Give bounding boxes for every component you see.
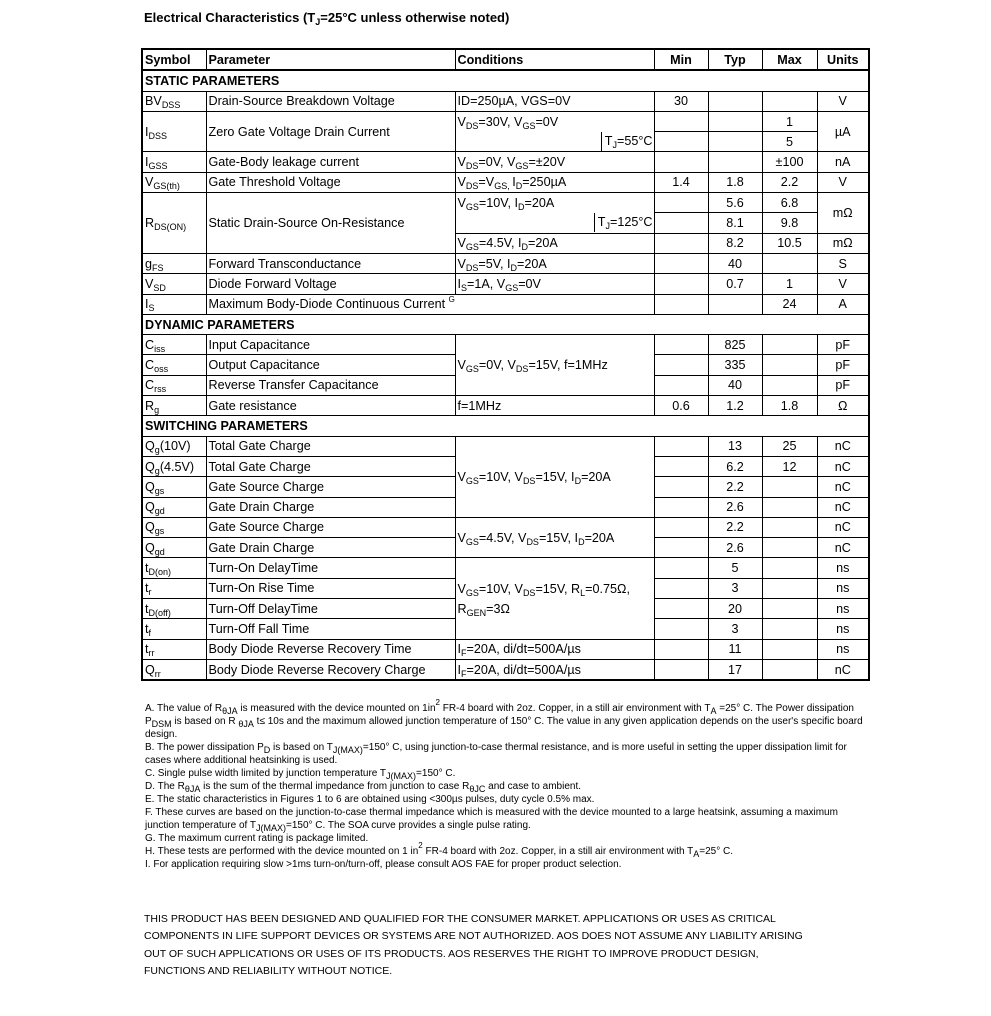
max-cell: 12	[762, 456, 817, 476]
min-cell	[654, 436, 708, 456]
parameter-cell: Output Capacitance	[206, 355, 455, 375]
max-cell: 2.2	[762, 172, 817, 192]
unit-cell: µA	[817, 111, 869, 152]
conditions-cell: $V_{GS}=10V$, $I_D=20A$	[455, 193, 654, 213]
max-cell: 9.8	[762, 213, 817, 233]
max-cell	[762, 477, 817, 497]
table-row	[142, 253, 869, 273]
symbol-cell: $Q_{gd}$	[142, 538, 206, 558]
min-cell	[654, 132, 708, 152]
min-cell	[654, 599, 708, 619]
typ-cell: 5	[708, 558, 762, 578]
note-b: B. The power dissipation $P_D$ is based on $T_{J(MAX)}=150^\circ$ C, using junction-to-case thermal resistance, and is more useful in setting the upper dissipation limit for cases where additional heatsinking is used.	[145, 742, 847, 766]
min-cell	[654, 294, 708, 314]
unit-cell: mΩ	[817, 193, 869, 234]
conditions-cell: $V_{DS}=V_{GS,}$ $I_D=250\mu A$	[455, 172, 654, 192]
unit-cell: Ω	[817, 396, 869, 416]
unit-cell: nC	[817, 497, 869, 517]
unit-cell: nC	[817, 477, 869, 497]
unit-cell: V	[817, 91, 869, 111]
disclaimer-line: THIS PRODUCT HAS BEEN DESIGNED AND QUALIFIED FOR THE CONSUMER MARKET. APPLICATIONS OR USES AS CRITICAL	[144, 913, 776, 925]
min-cell	[654, 213, 708, 233]
parameter-cell: Gate Source Charge	[206, 517, 455, 537]
symbol-cell: $g_{FS}$	[142, 253, 206, 273]
symbol-cell: $Q_{rr}$	[142, 659, 206, 680]
typ-cell: 5.6	[708, 193, 762, 213]
symbol-cell: $R_{DS(ON)}$	[142, 193, 206, 254]
table-row	[142, 558, 869, 578]
parameter-cell: Diode Forward Voltage	[206, 274, 455, 294]
unit-cell: S	[817, 253, 869, 273]
parameter-cell: Gate Drain Charge	[206, 538, 455, 558]
typ-cell: 335	[708, 355, 762, 375]
parameter-cell: Turn-Off DelayTime	[206, 599, 455, 619]
table-row	[142, 152, 869, 172]
conditions-cell: $V_{GS}=10V$, $V_{DS}=15V$, $R_L=0.75\Omega$, $R_{GEN}=3\Omega$	[455, 558, 654, 639]
conditions-cell: f=1MHz	[455, 396, 654, 416]
table-row	[142, 436, 869, 456]
parameter-cell: Gate Threshold Voltage	[206, 172, 455, 192]
header-max: Max	[762, 49, 817, 70]
tj-condition: $T_J=55^\circ C$	[601, 132, 654, 151]
parameter-cell: Gate Drain Charge	[206, 497, 455, 517]
conditions-cell: $I_S=1A$, $V_{GS}=0V$	[455, 274, 654, 294]
table-row	[142, 335, 869, 355]
max-cell	[762, 659, 817, 680]
unit-cell: ns	[817, 599, 869, 619]
max-cell: ±100	[762, 152, 817, 172]
max-cell	[762, 639, 817, 659]
section-static: STATIC PARAMETERS	[142, 70, 869, 91]
table-header-row	[142, 49, 869, 70]
typ-cell: 1.2	[708, 396, 762, 416]
table-row	[142, 517, 869, 537]
symbol-cell: $t_f$	[142, 619, 206, 639]
parameter-cell: Total Gate Charge	[206, 456, 455, 476]
max-cell	[762, 538, 817, 558]
page-title: Electrical Characteristics ($T_J=25^\circ C$ unless otherwise noted)	[144, 10, 510, 27]
unit-cell: nC	[817, 456, 869, 476]
symbol-cell: $Q_{gs}$	[142, 517, 206, 537]
header-conditions: Conditions	[455, 49, 654, 70]
symbol-cell: $I_{GSS}$	[142, 152, 206, 172]
unit-cell: nC	[817, 436, 869, 456]
parameter-cell: Static Drain-Source On-Resistance	[206, 193, 455, 254]
unit-cell: nA	[817, 152, 869, 172]
typ-cell: 3	[708, 619, 762, 639]
min-cell	[654, 193, 708, 213]
table-row	[142, 91, 869, 111]
parameter-cell: Maximum Body-Diode Continuous Current $^G$	[206, 294, 654, 314]
note-g: G. The maximum current rating is package limited.	[145, 833, 369, 844]
max-cell	[762, 91, 817, 111]
typ-cell: 8.2	[708, 233, 762, 253]
footnotes	[145, 698, 865, 871]
symbol-cell: $Q_g(10V)$	[142, 436, 206, 456]
max-cell	[762, 599, 817, 619]
conditions-cell: ID=250µA, VGS=0V	[455, 91, 654, 111]
disclaimer	[144, 911, 844, 981]
parameter-cell: Body Diode Reverse Recovery Time	[206, 639, 455, 659]
max-cell: 1	[762, 274, 817, 294]
unit-cell: nC	[817, 538, 869, 558]
section-switching: SWITCHING PARAMETERS	[142, 416, 869, 436]
typ-cell: 6.2	[708, 456, 762, 476]
max-cell	[762, 558, 817, 578]
conditions-cell: $V_{DS}=0V$, $V_{GS}=\pm 20V$	[455, 152, 654, 172]
conditions-cell: $V_{GS}=4.5V$, $I_D=20A$	[455, 233, 654, 253]
parameter-cell: Gate Source Charge	[206, 477, 455, 497]
table-row	[142, 111, 869, 131]
note-f: F. These curves are based on the junction-to-case thermal impedance which is measured with the device mounted to a large heatsink, assuming a maximum junction temperature of $T_{J(MAX)}=150^\circ$ C. The SOA curve provides a single pulse rating.	[145, 807, 838, 833]
max-cell	[762, 619, 817, 639]
note-i: I. For application requiring slow >1ms turn-on/turn-off, please consult AOS FAE for proper product selection.	[145, 859, 622, 870]
min-cell	[654, 578, 708, 598]
min-cell	[654, 659, 708, 680]
min-cell	[654, 375, 708, 395]
note-d: D. The $R_{\theta JA}$ is the sum of the thermal impedance from junction to case $R_{\theta JC}$ and case to ambient.	[145, 781, 582, 794]
typ-cell: 2.6	[708, 497, 762, 517]
unit-cell: mΩ	[817, 233, 869, 253]
parameter-cell: Gate-Body leakage current	[206, 152, 455, 172]
min-cell	[654, 477, 708, 497]
header-typ: Typ	[708, 49, 762, 70]
symbol-cell: $BV_{DSS}$	[142, 91, 206, 111]
parameter-cell: Body Diode Reverse Recovery Charge	[206, 659, 455, 680]
parameter-cell: Reverse Transfer Capacitance	[206, 375, 455, 395]
note-h: H. These tests are performed with the device mounted on 1 $in^2$ FR-4 board with 2oz. Copper, in a still air environment with $T_A=25^\circ$ C.	[145, 841, 734, 859]
typ-cell: 0.7	[708, 274, 762, 294]
max-cell	[762, 517, 817, 537]
parameter-cell: Forward Transconductance	[206, 253, 455, 273]
unit-cell: ns	[817, 578, 869, 598]
parameter-cell: Gate resistance	[206, 396, 455, 416]
electrical-characteristics-table	[141, 48, 870, 681]
max-cell: 1	[762, 111, 817, 131]
typ-cell: 2.2	[708, 517, 762, 537]
typ-cell	[708, 294, 762, 314]
symbol-cell: $C_{rss}$	[142, 375, 206, 395]
unit-cell: nC	[817, 517, 869, 537]
typ-cell	[708, 132, 762, 152]
note-a: A. The value of $R_{\theta JA}$ is measured with the device mounted on $1in^2$ FR-4 board with 2oz. Copper, in a still air environment with $T_A =25^\circ$ C. The Power dissipation $P_{DSM}$ is based on R $_{\theta JA}$ t≤ 10s and the maximum allowed junction temperature of 150° C. The value in any given application depends on the user's specific board design.	[145, 698, 863, 740]
parameter-cell: Total Gate Charge	[206, 436, 455, 456]
header-min: Min	[654, 49, 708, 70]
typ-cell: 17	[708, 659, 762, 680]
typ-cell: 11	[708, 639, 762, 659]
parameter-cell: Turn-Off Fall Time	[206, 619, 455, 639]
min-cell: 1.4	[654, 172, 708, 192]
symbol-cell: $Q_{gd}$	[142, 497, 206, 517]
min-cell	[654, 517, 708, 537]
max-cell: 25	[762, 436, 817, 456]
typ-cell	[708, 91, 762, 111]
max-cell	[762, 253, 817, 273]
min-cell	[654, 335, 708, 355]
symbol-cell: $C_{iss}$	[142, 335, 206, 355]
unit-cell: pF	[817, 375, 869, 395]
table-row	[142, 294, 869, 314]
note-e: E. The static characteristics in Figures 1 to 6 are obtained using <300µs pulses, duty cycle 0.5% max.	[145, 794, 595, 805]
unit-cell: ns	[817, 619, 869, 639]
unit-cell: V	[817, 172, 869, 192]
symbol-cell: $t_{D(off)}$	[142, 599, 206, 619]
conditions-cell: $V_{GS}=0V$, $V_{DS}=15V$, f=1MHz	[455, 335, 654, 396]
typ-cell: 20	[708, 599, 762, 619]
table-row	[142, 193, 869, 213]
unit-cell: pF	[817, 355, 869, 375]
conditions-cell: $V_{GS}=10V$, $V_{DS}=15V$, $I_D=20A$	[455, 436, 654, 517]
min-cell	[654, 639, 708, 659]
min-cell	[654, 233, 708, 253]
symbol-cell: $t_r$	[142, 578, 206, 598]
typ-cell: 3	[708, 578, 762, 598]
min-cell	[654, 619, 708, 639]
max-cell	[762, 335, 817, 355]
min-cell	[654, 497, 708, 517]
typ-cell: 13	[708, 436, 762, 456]
section-dynamic: DYNAMIC PARAMETERS	[142, 314, 869, 334]
typ-cell: 8.1	[708, 213, 762, 233]
max-cell: 5	[762, 132, 817, 152]
max-cell	[762, 355, 817, 375]
header-symbol: Symbol	[142, 49, 206, 70]
typ-cell: 1.8	[708, 172, 762, 192]
unit-cell: A	[817, 294, 869, 314]
max-cell: 10.5	[762, 233, 817, 253]
parameter-cell: Input Capacitance	[206, 335, 455, 355]
typ-cell	[708, 111, 762, 131]
note-c: C. Single pulse width limited by junction temperature $T_{J(MAX)}=150^\circ$ C.	[145, 768, 456, 781]
symbol-cell: $t_{rr}$	[142, 639, 206, 659]
symbol-cell: $C_{oss}$	[142, 355, 206, 375]
symbol-cell: $V_{GS(th)}$	[142, 172, 206, 192]
conditions-cell: $I_F=20A$, di/dt=500A/µs	[455, 659, 654, 680]
symbol-cell: $R_g$	[142, 396, 206, 416]
min-cell	[654, 456, 708, 476]
min-cell	[654, 558, 708, 578]
disclaimer-line: FUNCTIONS AND RELIABILITY WITHOUT NOTICE.	[144, 965, 393, 978]
symbol-cell: $Q_g(4.5V)$	[142, 456, 206, 476]
symbol-cell: $V_{SD}$	[142, 274, 206, 294]
symbol-cell: $I_{DSS}$	[142, 111, 206, 152]
max-cell	[762, 375, 817, 395]
disclaimer-line: COMPONENTS IN LIFE SUPPORT DEVICES OR SYSTEMS ARE NOT AUTHORIZED. AOS DOES NOT ASSUME ANY LIABILITY ARISING	[144, 930, 803, 943]
conditions-cell: $V_{GS}=4.5V$, $V_{DS}=15V$, $I_D=20A$	[455, 517, 654, 558]
max-cell	[762, 578, 817, 598]
min-cell	[654, 253, 708, 273]
min-cell	[654, 111, 708, 131]
conditions-cell: $V_{DS}=5V$, $I_D=20A$	[455, 253, 654, 273]
min-cell	[654, 355, 708, 375]
max-cell	[762, 497, 817, 517]
unit-cell: nC	[817, 659, 869, 680]
min-cell: 0.6	[654, 396, 708, 416]
table-row	[142, 639, 869, 659]
tj-condition: $T_J=125^\circ C$	[594, 213, 654, 232]
symbol-cell: $I_S$	[142, 294, 206, 314]
min-cell: 30	[654, 91, 708, 111]
conditions-cell: $I_F=20A$, di/dt=500A/µs	[455, 639, 654, 659]
min-cell	[654, 274, 708, 294]
header-units: Units	[817, 49, 869, 70]
unit-cell: V	[817, 274, 869, 294]
header-parameter: Parameter	[206, 49, 455, 70]
parameter-cell: Turn-On Rise Time	[206, 578, 455, 598]
disclaimer-line: OUT OF SUCH APPLICATIONS OR USES OF ITS PRODUCTS. AOS RESERVES THE RIGHT TO IMPROVE PRODUCT DESIGN,	[144, 947, 759, 960]
typ-cell	[708, 152, 762, 172]
typ-cell: 40	[708, 375, 762, 395]
min-cell	[654, 538, 708, 558]
conditions-cell	[455, 213, 654, 233]
parameter-cell: Turn-On DelayTime	[206, 558, 455, 578]
table-row	[142, 659, 869, 680]
max-cell: 24	[762, 294, 817, 314]
table-row	[142, 396, 869, 416]
typ-cell: 2.2	[708, 477, 762, 497]
parameter-cell: Zero Gate Voltage Drain Current	[206, 111, 455, 152]
conditions-cell: $V_{DS}=30V$, $V_{GS}=0V$	[455, 111, 654, 131]
table-row	[142, 172, 869, 192]
unit-cell: ns	[817, 639, 869, 659]
table-row	[142, 274, 869, 294]
typ-cell: 2.6	[708, 538, 762, 558]
parameter-cell: Drain-Source Breakdown Voltage	[206, 91, 455, 111]
conditions-cell	[455, 132, 654, 152]
typ-cell: 40	[708, 253, 762, 273]
symbol-cell: $Q_{gs}$	[142, 477, 206, 497]
unit-cell: ns	[817, 558, 869, 578]
typ-cell: 825	[708, 335, 762, 355]
max-cell: 1.8	[762, 396, 817, 416]
max-cell: 6.8	[762, 193, 817, 213]
min-cell	[654, 152, 708, 172]
unit-cell: pF	[817, 335, 869, 355]
symbol-cell: $t_{D(on)}$	[142, 558, 206, 578]
